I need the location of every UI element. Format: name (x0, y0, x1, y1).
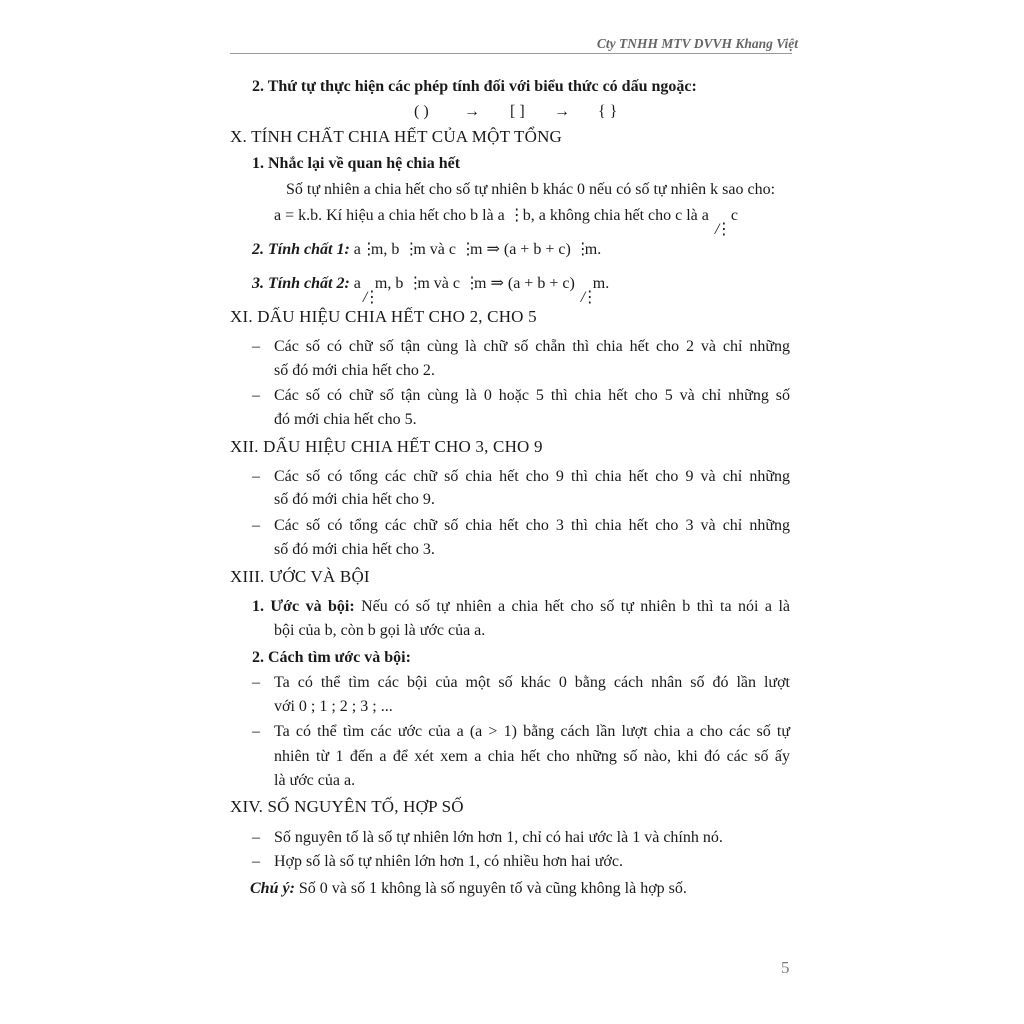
section-xii-item-1-line-2: số đó mới chia hết cho 9. (274, 491, 435, 508)
divides-symbol (464, 274, 474, 294)
bullet-dash: – (252, 517, 260, 534)
section-xi-item-2-line-2: đó mới chia hết cho 5. (274, 411, 417, 428)
bracket-order (414, 102, 617, 122)
section-xiv-item-1: Số nguyên tố là số tự nhiên lớn hơn 1, chỉ có hai ước là 1 và chính nó. (274, 829, 723, 846)
section-xiii-item-2-line-1: Ta có thể tìm các ước của a (a > 1) bằng cách lần lượt chia a cho các số tự (274, 723, 790, 740)
section-xiii-sub1-line-1 (252, 597, 790, 617)
curly-bracket-symbol: { } (598, 103, 618, 120)
section-xii-item-1-line-1: Các số có tổng các chữ số chia hết cho 9 thì chia hết cho 9 và chỉ những (274, 468, 790, 485)
section-xi-title (230, 307, 537, 327)
order-title: 2. Thứ tự thực hiện các phép tính đối với biểu thức có dấu ngoặc: (252, 78, 697, 95)
divides-symbol (403, 240, 413, 260)
note-label: Chú ý: (250, 880, 295, 897)
section-xii-item-2-line-2: số đó mới chia hết cho 3. (274, 541, 435, 558)
bullet-dash: – (252, 853, 260, 870)
property-1-label: 2. Tính chất 1: (252, 241, 350, 258)
section-xi-item-1-line-2: số đó mới chia hết cho 2. (274, 362, 435, 379)
section-x-title (230, 127, 562, 147)
bullet-dash: – (252, 338, 260, 355)
section-title-text: XIV. SỐ NGUYÊN TỐ, HỢP SỐ (230, 797, 464, 816)
header-rule (230, 53, 792, 54)
property-1 (252, 240, 601, 260)
divides-symbol (407, 274, 417, 294)
section-x-paragraph-2 (274, 206, 738, 226)
section-title-text: XII. DẤU HIỆU CHIA HẾT CHO 3, CHO 9 (230, 437, 543, 456)
section-xii-item-2-line-1: Các số có tổng các chữ số chia hết cho 3 thì chia hết cho 3 và chỉ những (274, 517, 790, 534)
square-bracket-symbol: [ ] (510, 103, 525, 120)
property-2 (252, 274, 609, 294)
text: m ⇒ (a + b + c) (474, 275, 575, 292)
divides-symbol (460, 240, 470, 260)
paren-symbol: ( ) (414, 103, 429, 120)
section-x-sub1: 1. Nhắc lại về quan hệ chia hết (252, 155, 461, 172)
bullet-dash: – (252, 674, 260, 691)
arrow-icon: → (554, 103, 570, 120)
section-title-text: XI. DẤU HIỆU CHIA HẾT CHO 2, CHO 5 (230, 307, 537, 326)
text: b, a không chia hết cho c là a (522, 207, 709, 224)
bullet-dash: – (252, 723, 260, 740)
text: m và c (413, 241, 457, 258)
section-title-text: XIII. ƯỚC VÀ BỘI (230, 567, 370, 586)
text: Nếu có số tự nhiên a chia hết cho số tự nhiên b thì ta nói a là (361, 598, 791, 615)
section-xiii-item-2-line-3: là ước của a. (274, 772, 356, 789)
text: m, b (374, 275, 404, 292)
arrow-icon: → (464, 103, 480, 120)
section-title-text: X. TÍNH CHẤT CHIA HẾT CỦA MỘT TỔNG (230, 127, 563, 146)
bullet-dash: – (252, 468, 260, 485)
divides-symbol (361, 240, 371, 260)
text: m, b (370, 241, 400, 258)
text: a (353, 275, 361, 292)
text: m ⇒ (a + b + c) (470, 241, 571, 258)
text: a = k.b. Kí hiệu a chia hết cho b là a (274, 207, 505, 224)
section-xiv-item-2: Hợp số là số tự nhiên lớn hơn 1, có nhiều hơn hai ước. (274, 853, 623, 870)
note-text: Số 0 và số 1 không là số nguyên tố và cũng không là hợp số. (298, 880, 687, 897)
running-header: Cty TNHH MTV DVVH Khang Việt (596, 36, 798, 51)
section-xiii-item-1-line-1: Ta có thể tìm các bội của một số khác 0 bằng cách nhân số đó lần lượt (274, 674, 790, 691)
page-number: 5 (781, 958, 790, 977)
bullet-dash: – (252, 829, 260, 846)
section-x-paragraph-1: Số tự nhiên a chia hết cho số tự nhiên b khác 0 nếu có số tự nhiên k sao cho: (286, 181, 776, 198)
text: m. (592, 275, 610, 292)
section-xiii-item-2-line-2: nhiên từ 1 đến a để xét xem a chia hết cho những số nào, khi đó các số ấy (274, 748, 790, 765)
section-xi-item-1-line-1: Các số có chữ số tận cùng là chữ số chẵn thì chia hết cho 2 và chỉ những (274, 338, 790, 355)
sub1-label: 1. Ước và bội: (252, 598, 355, 615)
bullet-dash: – (252, 387, 260, 404)
text: m. (584, 241, 602, 258)
section-xiii-title (230, 567, 370, 587)
section-xi-item-2-line-1: Các số có chữ số tận cùng là 0 hoặc 5 thì chia hết cho 5 và chỉ những số (274, 387, 790, 404)
property-2-label: 3. Tính chất 2: (252, 275, 350, 292)
section-xiii-sub1-line-2: bội của b, còn b gọi là ước của a. (274, 622, 486, 639)
section-xiii-item-1-line-2: với 0 ; 1 ; 2 ; 3 ; ... (274, 698, 393, 715)
text: m và c (417, 275, 461, 292)
section-xii-title (230, 437, 543, 457)
divides-symbol (575, 240, 585, 260)
divides-symbol (509, 206, 519, 226)
text: c (730, 207, 738, 224)
section-xiii-sub2: 2. Cách tìm ước và bội: (252, 649, 411, 666)
note (250, 879, 687, 899)
section-xiv-title (230, 797, 464, 817)
text: a (353, 241, 361, 258)
